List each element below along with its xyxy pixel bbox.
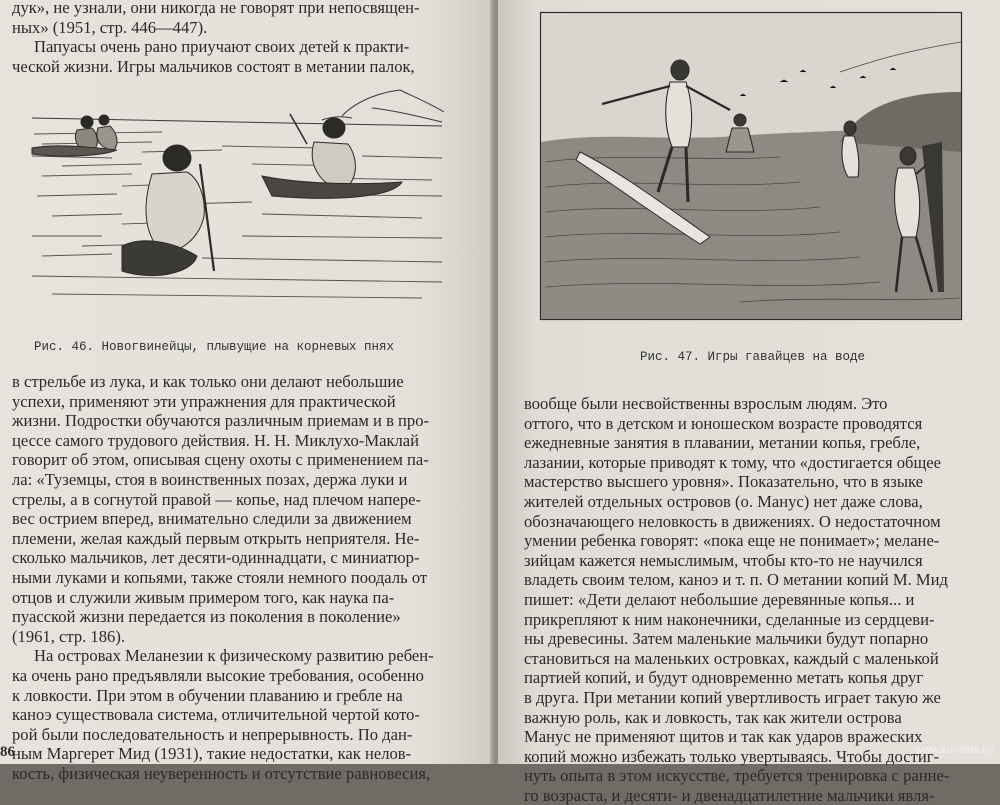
figure-46-illustration (22, 86, 452, 312)
text-line: зийцам кажется немыслимым, чтобы кто-то не научился (524, 550, 923, 570)
text-line: в стрельбе из лука, и как только они делают небольшие (12, 372, 404, 391)
text-line: ческой жизни. Игры мальчиков состоят в метании палок, (12, 56, 415, 76)
text-line: вообще были несвойственны взрослым людям. Это (524, 394, 888, 413)
text-line: вес острием вперед, внимательно следили за движением (12, 509, 412, 529)
text-line: нуть опыта в этом искусстве, требуется тренировка с ранне- (524, 766, 950, 786)
text-line: ными луками и копьями, также стояли немного поодаль от (12, 567, 428, 587)
text-line: в друга. При метании копий увертливость играет такую же (524, 687, 941, 707)
text-line: На островах Меланезии к физическому развитию ребен- (34, 646, 434, 666)
text-line: отцов и служили живым примером того, как наука па- (12, 587, 395, 607)
text-line: сколько мальчиков, лет десяти-одиннадцати, с миниатюр- (12, 548, 420, 568)
text-line: ных» (1951, стр. 446—447). (12, 17, 208, 37)
text-line: жизни. Подростки обучаются различным приемам и в про- (12, 411, 430, 431)
text-line: рой были последовательность и непрерывность. По дан- (12, 724, 413, 744)
figure-47-caption: Рис. 47. Игры гавайцев на воде (640, 350, 866, 364)
text-line: становиться на маленьких островках, каждый с маленькой (524, 648, 939, 668)
text-line: Манус не применяют щитов и так как ударов вражеских (524, 727, 923, 747)
text-line: пуасской жизни передается из поколения в поколение» (12, 607, 401, 627)
text-line: копий можно избежать только увертываясь. Чтобы достиг- (524, 746, 940, 766)
text-line: ка очень рано предъявляли высокие требования, особенно (12, 665, 424, 685)
text-line: Папуасы очень рано приучают своих детей к практи- (34, 37, 410, 57)
right-page (498, 0, 1000, 805)
figure-47-drawing (540, 12, 962, 320)
text-line: ным Маргерет Мид (1931), такие недостатки, как нелов- (12, 744, 412, 764)
text-line: ежедневные занятия в плавании, метании копья, гребле, (524, 433, 921, 453)
watermark: www.kuvalda.by (915, 744, 994, 756)
text-line: лазании, которые приводят к тому, что «достигается общее (524, 452, 941, 472)
text-line: мастерство высшего уровня». Показательно, что в языке (524, 472, 924, 492)
text-line: каноэ существовала система, отличительной чертой кото- (12, 705, 420, 725)
text-line: к ловкости. При этом в обучении плаванию и гребле на (12, 685, 403, 705)
figure-46-drawing (22, 86, 452, 312)
text-line: владеть своим телом, каноэ и т. п. О метании копий М. Мид (524, 570, 948, 590)
right-body-text (524, 394, 976, 805)
text-line: прикрепляют к ним наконечники, сделанные из сердцеви- (524, 609, 935, 629)
text-line: оттого, что в детском и юношеском возрасте проводятся (524, 413, 923, 433)
text-line: важную роль, как и ловкость, так как жители острова (524, 707, 902, 727)
text-line: цессе самого трудового действия. Н. Н. Миклухо-Маклай (12, 430, 420, 450)
text-line: ны древесины. Затем маленькие мальчики будут попарно (524, 629, 929, 649)
text-line: племени, желая каждый первым открыть неприятеля. Не- (12, 528, 420, 548)
text-line: дук», не узнали, они никогда не говорят при непосвящен- (12, 0, 420, 17)
page-number: 86 (0, 744, 15, 760)
text-line: успехи, применяют эти упражнения для практической (12, 391, 396, 411)
figure-47-illustration (540, 12, 962, 320)
text-line: говорит об этом, описывая сцену охоты с применением па- (12, 450, 429, 470)
text-line: кость, физическая неуверенность и отсутствие равновесия, (12, 763, 431, 783)
figure-46-caption: Рис. 46. Новогвинейцы, плывущие на корневых пнях (34, 340, 395, 354)
text-line: го возраста, и десяти- и двенадцатилетние мальчики явля- (524, 785, 935, 805)
text-line: партией копий, и будут одновременно метать копья друг (524, 668, 924, 688)
text-line: ла: «Туземцы, стоя в воинственных позах, держа луки и (12, 469, 408, 489)
text-line: обозначающего неловкость в движениях. О недостаточном (524, 511, 941, 531)
text-line: жителей отдельных островов (о. Манус) нет даже слова, (524, 491, 923, 511)
left-body-text (12, 372, 460, 783)
text-line: умении ребенка говорят: «пока еще не понимает»; мелане- (524, 531, 940, 551)
text-line: пишет: «Дети делают небольшие деревянные копья... и (524, 589, 915, 609)
left-top-text (12, 0, 460, 76)
text-line: стрелы, а в согнутой правой — копье, над плечом напере- (12, 489, 422, 509)
left-page (0, 0, 494, 783)
text-line: (1961, стр. 186). (12, 626, 125, 646)
